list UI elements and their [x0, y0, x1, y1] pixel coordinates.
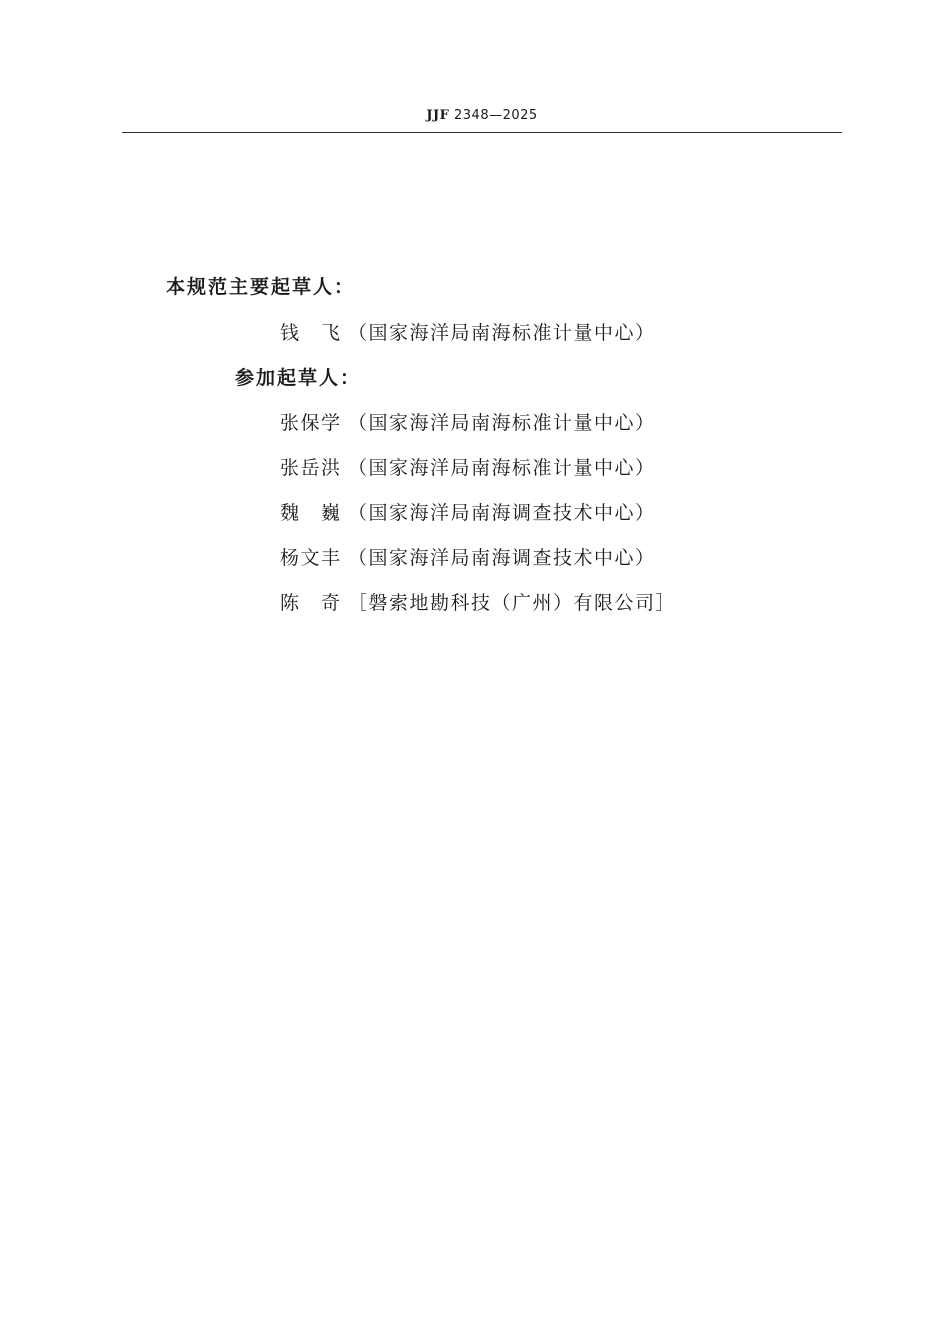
drafter-organization: ［磐索地勘科技（广州）有限公司］ [348, 592, 677, 614]
main-drafters-heading: 本规范主要起草人： [166, 276, 356, 298]
drafter-name: 杨文丰 [280, 547, 342, 569]
drafter-entry [280, 498, 656, 525]
drafter-name: 魏 巍 [280, 502, 342, 524]
page-header [122, 108, 842, 134]
drafter-organization: （国家海洋局南海标准计量中心） [348, 457, 656, 479]
drafter-entry [280, 318, 656, 345]
drafter-entry [280, 588, 676, 615]
drafter-entry [280, 543, 656, 570]
header-divider [122, 132, 842, 133]
standard-code-prefix: JJF [426, 108, 450, 123]
drafter-name: 张岳洪 [280, 457, 342, 479]
drafter-name: 张保学 [280, 412, 342, 434]
drafter-entry [280, 453, 656, 480]
drafter-organization: （国家海洋局南海标准计量中心） [348, 322, 656, 344]
standard-code-number: 2348—2025 [454, 108, 538, 123]
drafter-organization: （国家海洋局南海调查技术中心） [348, 547, 656, 569]
drafter-name: 钱 飞 [280, 322, 342, 344]
drafter-name: 陈 奇 [280, 592, 342, 614]
drafter-organization: （国家海洋局南海标准计量中心） [348, 412, 656, 434]
participating-drafters-heading: 参加起草人： [235, 367, 362, 389]
drafter-organization: （国家海洋局南海调查技术中心） [348, 502, 656, 524]
drafter-entry [280, 408, 656, 435]
